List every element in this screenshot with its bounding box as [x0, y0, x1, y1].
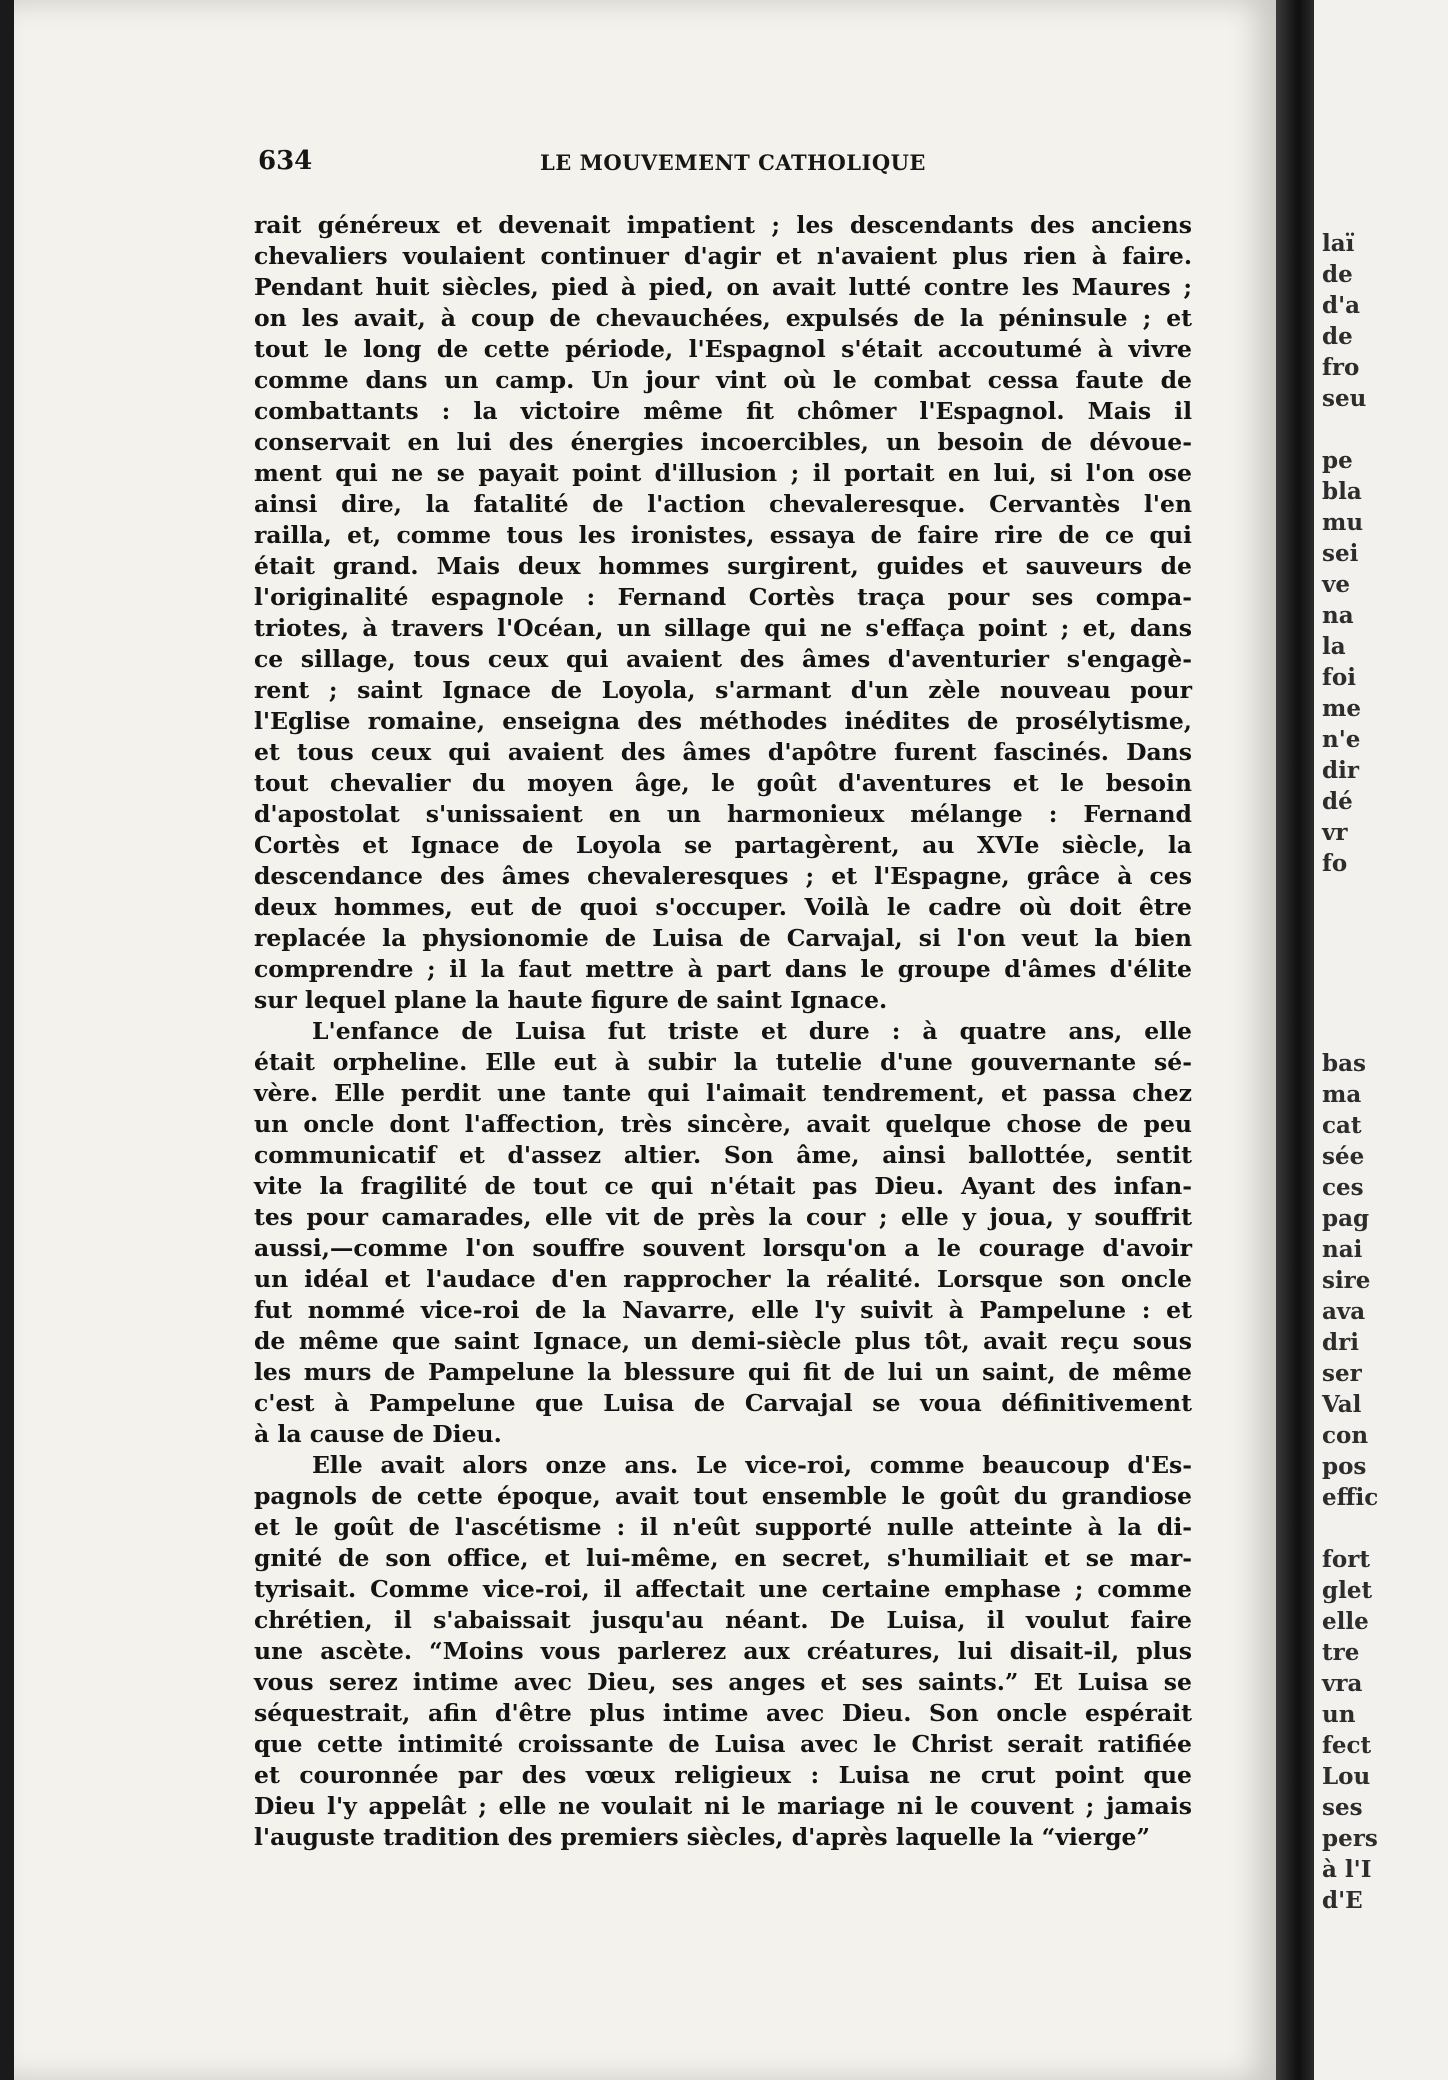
- text-line: fut nommé vice-roi de la Navarre, elle l'y suivit à Pampelune : et: [254, 1296, 1192, 1324]
- fragment-line: de: [1322, 261, 1353, 288]
- fragment-line: dri: [1322, 1329, 1359, 1356]
- text-line: Pendant huit siècles, pied à pied, on avait lutté contre les Maures ;: [254, 273, 1192, 301]
- text-line: descendance des âmes chevaleresques ; et l'Espagne, grâce à ces: [254, 862, 1192, 890]
- fragment-line: fro: [1322, 354, 1360, 381]
- fragment-line: dir: [1322, 757, 1359, 784]
- text-line: chrétien, il s'abaissait jusqu'au néant. De Luisa, il voulut faire: [254, 1606, 1192, 1634]
- text-line: c'est à Pampelune que Luisa de Carvajal se voua définitivement: [254, 1389, 1192, 1417]
- fragment-line: ser: [1322, 1360, 1362, 1387]
- text-line: et tous ceux qui avaient des âmes d'apôtre furent fascinés. Dans: [254, 738, 1192, 766]
- fragment-line: ses: [1322, 1794, 1363, 1821]
- fragment-line: Val: [1322, 1391, 1362, 1418]
- page-header: [258, 146, 1188, 178]
- text-line: ce sillage, tous ceux qui avaient des âmes d'aventurier s'engagè-: [254, 645, 1192, 673]
- text-line: conservait en lui des énergies incoercibles, un besoin de dévoue-: [254, 428, 1192, 456]
- text-line: était orpheline. Elle eut à subir la tutelie d'une gouvernante sé-: [254, 1048, 1192, 1076]
- text-line: comprendre ; il la faut mettre à part dans le groupe d'âmes d'élite: [254, 955, 1192, 983]
- text-line: les murs de Pampelune la blessure qui fit de lui un saint, de même: [254, 1358, 1192, 1386]
- text-line: tes pour camarades, elle vit de près la cour ; elle y joua, y souffrit: [254, 1203, 1192, 1231]
- fragment-line: ces: [1322, 1174, 1364, 1201]
- text-line: à la cause de Dieu.: [254, 1420, 502, 1448]
- text-line: pagnols de cette époque, avait tout ensemble le goût du grandiose: [254, 1482, 1192, 1510]
- text-line: un idéal et l'audace d'en rapprocher la réalité. Lorsque son oncle: [254, 1265, 1192, 1293]
- fragment-line: laï: [1322, 230, 1355, 257]
- fragment-line: dé: [1322, 788, 1353, 815]
- fragment-line: na: [1322, 602, 1354, 629]
- text-line: l'originalité espagnole : Fernand Cortès traça pour ses compa-: [254, 583, 1192, 611]
- page-number: 634: [258, 146, 313, 176]
- text-line: d'apostolat s'unissaient en un harmonieux mélange : Fernand: [254, 800, 1192, 828]
- fragment-line: bla: [1322, 478, 1362, 505]
- fragment-line: effic: [1322, 1484, 1379, 1511]
- fragment-line: sei: [1322, 540, 1359, 567]
- fragment-line: pag: [1322, 1205, 1370, 1232]
- text-line: tout chevalier du moyen âge, le goût d'aventures et le besoin: [254, 769, 1192, 797]
- fragment-line: tre: [1322, 1639, 1360, 1666]
- fragment-line: de: [1322, 323, 1353, 350]
- fragment-line: me: [1322, 695, 1361, 722]
- text-line: vite la fragilité de tout ce qui n'était pas Dieu. Ayant des infan-: [254, 1172, 1192, 1200]
- fragment-line: sire: [1322, 1267, 1371, 1294]
- fragment-line: fo: [1322, 850, 1348, 877]
- text-line: Elle avait alors onze ans. Le vice-roi, comme beaucoup d'Es-: [312, 1451, 1192, 1479]
- text-line: railla, et, comme tous les ironistes, essaya de faire rire de ce qui: [254, 521, 1192, 549]
- text-line: de même que saint Ignace, un demi-siècle plus tôt, avait reçu sous: [254, 1327, 1192, 1355]
- fragment-line: vra: [1322, 1670, 1363, 1697]
- fragment-line: d'a: [1322, 292, 1361, 319]
- text-line: L'enfance de Luisa fut triste et dure : à quatre ans, elle: [312, 1017, 1192, 1045]
- fragment-line: pos: [1322, 1453, 1367, 1480]
- text-line: rait généreux et devenait impatient ; les descendants des anciens: [254, 211, 1192, 239]
- text-line: l'Eglise romaine, enseigna des méthodes inédites de prosélytisme,: [254, 707, 1192, 735]
- text-line: triotes, à travers l'Océan, un sillage qui ne s'effaça point ; et, dans: [254, 614, 1192, 642]
- text-line: tyrisait. Comme vice-roi, il affectait une certaine emphase ; comme: [254, 1575, 1192, 1603]
- text-line: deux hommes, eut de quoi s'occuper. Voilà le cadre où doit être: [254, 893, 1192, 921]
- text-line: combattants : la victoire même fit chômer l'Espagnol. Mais il: [254, 397, 1192, 425]
- fragment-line: glet: [1322, 1577, 1373, 1604]
- fragment-line: cat: [1322, 1112, 1362, 1139]
- fragment-line: sée: [1322, 1143, 1365, 1170]
- text-line: vous serez intime avec Dieu, ses anges et ses saints.” Et Luisa se: [254, 1668, 1192, 1696]
- fragment-line: elle: [1322, 1608, 1369, 1635]
- text-line: était grand. Mais deux hommes surgirent, guides et sauveurs de: [254, 552, 1192, 580]
- right-page-fragments-top: [1322, 228, 1448, 879]
- text-line: rent ; saint Ignace de Loyola, s'armant d'un zèle nouveau pour: [254, 676, 1192, 704]
- right-page-fragments-bottom: [1322, 1048, 1448, 1916]
- text-line: tout le long de cette période, l'Espagnol s'était accoutumé à vivre: [254, 335, 1192, 363]
- text-line: un oncle dont l'affection, très sincère, avait quelque chose de peu: [254, 1110, 1192, 1138]
- text-line: comme dans un camp. Un jour vint où le combat cessa faute de: [254, 366, 1192, 394]
- fragment-line: fort: [1322, 1546, 1370, 1573]
- text-line: Dieu l'y appelât ; elle ne voulait ni le mariage ni le couvent ; jamais: [254, 1792, 1192, 1820]
- fragment-gap: [1322, 1513, 1448, 1544]
- text-line: Cortès et Ignace de Loyola se partagèrent, au XVIe siècle, la: [254, 831, 1192, 859]
- fragment-line: ava: [1322, 1298, 1366, 1325]
- text-line: et couronnée par des vœux religieux : Luisa ne crut point que: [254, 1761, 1192, 1789]
- right-book-page: [1314, 0, 1448, 2080]
- fragment-line: à l'I: [1322, 1856, 1372, 1883]
- body-text: [254, 210, 1192, 1853]
- fragment-line: mu: [1322, 509, 1364, 536]
- fragment-line: fect: [1322, 1732, 1372, 1759]
- fragment-line: la: [1322, 633, 1346, 660]
- fragment-line: Lou: [1322, 1763, 1371, 1790]
- text-line: séquestrait, afin d'être plus intime avec Dieu. Son oncle espérait: [254, 1699, 1192, 1727]
- left-book-page: [14, 0, 1276, 2080]
- fragment-line: un: [1322, 1701, 1356, 1728]
- text-line: que cette intimité croissante de Luisa avec le Christ serait ratifiée: [254, 1730, 1192, 1758]
- fragment-line: pers: [1322, 1825, 1378, 1852]
- text-line: replacée la physionomie de Luisa de Carvajal, si l'on veut la bien: [254, 924, 1192, 952]
- fragment-line: nai: [1322, 1236, 1363, 1263]
- text-line: l'auguste tradition des premiers siècles, d'après laquelle la “vierge”: [254, 1823, 1151, 1851]
- fragment-line: foi: [1322, 664, 1356, 691]
- fragment-line: vr: [1322, 819, 1348, 846]
- fragment-line: ve: [1322, 571, 1350, 598]
- fragment-line: ma: [1322, 1081, 1362, 1108]
- text-line: vère. Elle perdit une tante qui l'aimait tendrement, et passa chez: [254, 1079, 1192, 1107]
- text-line: sur lequel plane la haute figure de saint Ignace.: [254, 986, 888, 1014]
- fragment-line: n'e: [1322, 726, 1361, 753]
- text-line: ainsi dire, la fatalité de l'action chevaleresque. Cervantès l'en: [254, 490, 1192, 518]
- text-line: une ascète. “Moins vous parlerez aux créatures, lui disait-il, plus: [254, 1637, 1192, 1665]
- book-gutter: [1276, 0, 1314, 2080]
- text-line: ment qui ne se payait point d'illusion ; il portait en lui, si l'on ose: [254, 459, 1192, 487]
- fragment-line: d'E: [1322, 1887, 1363, 1914]
- text-line: communicatif et d'assez altier. Son âme, ainsi ballottée, sentit: [254, 1141, 1192, 1169]
- fragment-line: bas: [1322, 1050, 1366, 1077]
- fragment-line: pe: [1322, 447, 1353, 474]
- fragment-line: seu: [1322, 385, 1367, 412]
- text-line: et le goût de l'ascétisme : il n'eût supporté nulle atteinte à la di-: [254, 1513, 1192, 1541]
- text-line: aussi,—comme l'on souffre souvent lorsqu'on a le courage d'avoir: [254, 1234, 1192, 1262]
- text-line: on les avait, à coup de chevauchées, expulsés de la péninsule ; et: [254, 304, 1192, 332]
- fragment-line: con: [1322, 1422, 1369, 1449]
- fragment-gap: [1322, 414, 1448, 445]
- text-line: chevaliers voulaient continuer d'agir et n'avaient plus rien à faire.: [254, 242, 1192, 270]
- running-title: LE MOUVEMENT CATHOLIQUE: [540, 150, 926, 175]
- text-line: gnité de son office, et lui-même, en secret, s'humiliait et se mar-: [254, 1544, 1192, 1572]
